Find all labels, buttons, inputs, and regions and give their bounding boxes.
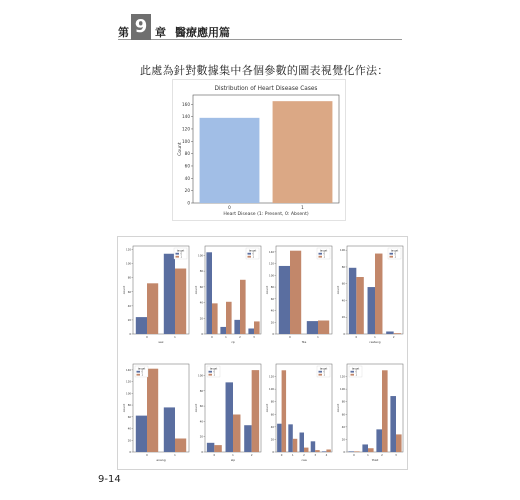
bar-0-target-1 <box>354 451 360 452</box>
legend-swatch-0 <box>319 371 323 373</box>
y-tick-label: 100 <box>126 262 131 266</box>
legend-label-0: 0 <box>180 252 183 256</box>
legend-swatch-0 <box>209 371 213 373</box>
y-tick-label: 0 <box>201 333 203 336</box>
x-axis-label: cp <box>231 340 235 344</box>
bar-1-target-0 <box>368 287 375 334</box>
chart-title: Distribution of Heart Disease Cases <box>214 86 318 92</box>
bar-2-target-1 <box>304 448 308 452</box>
chapter-prefix: 第 <box>118 26 129 39</box>
x-axis-label: slp <box>230 458 236 462</box>
bar-1-target-1 <box>226 302 232 334</box>
bar-1 <box>273 101 333 203</box>
y-axis-label: count <box>194 285 198 295</box>
legend-label-0: 0 <box>252 252 255 256</box>
y-tick-label: 60 <box>127 290 131 294</box>
y-tick-label: 80 <box>341 400 345 404</box>
bar-0-target-1 <box>282 370 286 452</box>
y-tick-label: 120 <box>182 126 190 132</box>
legend-swatch-0 <box>390 253 394 255</box>
y-tick-label: 0 <box>343 451 345 454</box>
chapter-title: 醫療應用篇 <box>175 26 230 39</box>
countplot-slp <box>193 358 263 466</box>
legend-swatch-1 <box>351 374 355 376</box>
y-tick-label: 80 <box>199 389 203 393</box>
bar-0-target-0 <box>136 416 147 452</box>
bar-4-target-0 <box>322 451 326 452</box>
y-tick-label: 100 <box>269 274 274 278</box>
x-tick-label: 2 <box>239 336 241 339</box>
bar-4-target-1 <box>326 449 330 452</box>
x-tick-label: 3 <box>314 454 317 457</box>
bar-2-target-1 <box>394 333 401 334</box>
y-tick-label: 60 <box>199 405 203 409</box>
countplot-fbs <box>264 240 334 348</box>
x-tick-label: 1 <box>174 454 176 457</box>
bar-3-target-1 <box>254 321 260 334</box>
bar-0-target-0 <box>349 268 356 334</box>
y-tick-label: 20 <box>341 316 345 320</box>
legend-swatch-1 <box>390 256 394 258</box>
y-tick-label: 120 <box>126 248 131 252</box>
y-tick-label: 60 <box>127 415 131 419</box>
legend-label-1: 1 <box>141 373 144 377</box>
legend-label-1: 1 <box>252 255 255 259</box>
y-tick-label: 80 <box>199 270 203 274</box>
page-number: 9-14 <box>98 474 121 485</box>
legend-title: target <box>209 367 218 371</box>
intro-paragraph: 此處為針對數據集中各個參數的圖表視覺化作法： <box>140 64 389 77</box>
y-tick-label: 20 <box>127 318 131 322</box>
x-tick-label: 0 <box>353 454 355 457</box>
heart-disease-distribution-chart <box>173 80 345 220</box>
bar-0 <box>200 118 260 203</box>
legend-title: target <box>319 249 328 253</box>
legend-swatch-1 <box>209 374 213 376</box>
x-tick-label: 0 <box>146 454 148 457</box>
x-axis-label: thall <box>371 458 379 462</box>
bar-0-target-0 <box>136 317 147 334</box>
x-axis-label: fbs <box>301 340 307 344</box>
y-tick-label: 120 <box>126 380 131 384</box>
x-tick-label: 1 <box>374 336 376 339</box>
legend-title: target <box>351 367 360 371</box>
legend-swatch-1 <box>176 256 180 258</box>
legend-label-0: 0 <box>213 370 216 374</box>
y-tick-label: 40 <box>341 299 345 303</box>
y-tick-label: 100 <box>126 392 131 396</box>
y-tick-label: 40 <box>127 304 131 308</box>
x-tick-label: 2 <box>381 454 383 457</box>
y-tick-label: 40 <box>270 309 274 313</box>
y-tick-label: 0 <box>343 333 345 336</box>
y-tick-label: 60 <box>341 413 345 417</box>
x-axis-label: Heart Disease (1: Present, 0: Absent) <box>223 212 309 217</box>
y-tick-label: 100 <box>198 254 203 258</box>
y-tick-label: 80 <box>270 286 274 290</box>
legend-label-0: 0 <box>323 252 326 256</box>
x-axis-label: sex <box>158 340 164 344</box>
bar-0-target-0 <box>206 252 212 334</box>
legend-swatch-1 <box>248 256 252 258</box>
bar-1-target-1 <box>293 439 297 452</box>
y-tick-label: 100 <box>340 249 345 253</box>
x-tick-label: 0 <box>289 336 291 339</box>
legend-title: target <box>176 249 185 253</box>
y-tick-label: 0 <box>129 451 131 454</box>
bar-1-target-0 <box>220 327 226 334</box>
y-axis-label: count <box>265 403 269 413</box>
bar-0-target-1 <box>147 283 158 334</box>
y-tick-label: 20 <box>270 438 274 442</box>
countplot-sex <box>121 240 191 348</box>
bar-1-target-0 <box>226 382 233 452</box>
bar-0-target-1 <box>290 251 301 334</box>
legend-swatch-0 <box>137 371 141 373</box>
y-tick-label: 20 <box>184 188 190 194</box>
bar-1-target-1 <box>175 269 186 334</box>
y-tick-label: 60 <box>184 163 190 169</box>
y-tick-label: 40 <box>184 175 190 181</box>
bar-3-target-0 <box>248 329 254 335</box>
y-axis-label: count <box>194 403 198 413</box>
legend-title: target <box>390 249 399 253</box>
y-tick-label: 40 <box>199 301 203 305</box>
y-tick-label: 140 <box>126 368 131 372</box>
countplot-grid <box>117 236 408 470</box>
bar-1-target-0 <box>288 424 292 452</box>
x-tick-label: 1 <box>301 205 304 210</box>
legend-swatch-0 <box>176 253 180 255</box>
y-tick-label: 120 <box>340 375 345 379</box>
bar-2-target-1 <box>240 280 246 334</box>
x-tick-label: 2 <box>250 454 253 457</box>
y-axis-label: count <box>336 403 340 413</box>
y-tick-label: 120 <box>269 375 274 379</box>
y-tick-label: 0 <box>201 451 203 454</box>
y-tick-label: 60 <box>341 282 345 286</box>
bar-1-target-1 <box>375 254 382 334</box>
legend-swatch-0 <box>351 371 355 373</box>
bar-2-target-0 <box>386 331 393 334</box>
heart-disease-chart-panel <box>172 79 346 221</box>
bar-0-target-1 <box>212 303 218 334</box>
y-tick-label: 20 <box>199 435 203 439</box>
bar-0-target-1 <box>214 445 221 452</box>
bar-1-target-0 <box>164 254 175 334</box>
chapter-suffix: 章 <box>155 26 166 39</box>
legend-label-1: 1 <box>394 255 397 259</box>
bar-2-target-0 <box>376 429 382 452</box>
y-tick-label: 0 <box>129 333 131 336</box>
legend-swatch-1 <box>319 256 323 258</box>
legend-swatch-0 <box>319 253 323 255</box>
y-axis-label: count <box>122 285 126 295</box>
bar-1-target-0 <box>164 407 175 452</box>
x-tick-label: 0 <box>228 205 231 210</box>
y-axis-label: count <box>122 403 126 413</box>
y-tick-label: 80 <box>127 276 131 280</box>
y-axis-label: count <box>336 285 340 295</box>
bar-3-target-1 <box>396 434 402 452</box>
x-axis-label: restecg <box>369 340 381 344</box>
legend-swatch-1 <box>319 374 323 376</box>
legend-label-1: 1 <box>355 373 358 377</box>
bar-1-target-1 <box>318 321 329 334</box>
bar-2-target-0 <box>234 320 240 334</box>
x-axis-label: exang <box>156 458 166 462</box>
bar-0-target-0 <box>207 443 214 452</box>
x-tick-label: 1 <box>225 336 227 339</box>
legend-label-1: 1 <box>323 373 326 377</box>
legend-label-1: 1 <box>323 255 326 259</box>
chapter-number-badge: 9 <box>131 14 151 40</box>
x-tick-label: 1 <box>291 454 294 457</box>
y-tick-label: 40 <box>341 425 345 429</box>
bar-3-target-1 <box>315 450 319 452</box>
bar-1-target-1 <box>233 415 240 452</box>
legend-swatch-0 <box>248 253 252 255</box>
y-tick-label: 80 <box>270 400 274 404</box>
bar-0-target-1 <box>147 369 158 452</box>
x-tick-label: 2 <box>392 336 395 339</box>
y-tick-label: 0 <box>272 333 274 336</box>
x-tick-label: 0 <box>280 454 283 457</box>
x-tick-label: 0 <box>355 336 358 339</box>
countplot-restecg <box>335 240 405 348</box>
y-tick-label: 100 <box>340 388 345 392</box>
y-tick-label: 140 <box>182 114 190 120</box>
y-axis-label: count <box>265 285 269 295</box>
legend-swatch-1 <box>137 374 141 376</box>
y-tick-label: 80 <box>341 265 345 269</box>
countplot-thall <box>335 358 405 466</box>
y-tick-label: 60 <box>270 297 274 301</box>
bar-2-target-1 <box>382 370 388 452</box>
legend-label-0: 0 <box>355 370 358 374</box>
legend-label-0: 0 <box>141 370 144 374</box>
x-tick-label: 0 <box>213 454 216 457</box>
y-tick-label: 100 <box>198 374 203 378</box>
x-tick-label: 1 <box>367 454 369 457</box>
y-tick-label: 0 <box>272 451 274 454</box>
x-tick-label: 3 <box>253 336 255 339</box>
bar-2-target-0 <box>300 433 304 452</box>
bar-3-target-0 <box>390 396 396 452</box>
bar-0-target-1 <box>356 277 363 334</box>
bar-2-target-0 <box>244 425 251 452</box>
bar-1-target-0 <box>362 444 368 452</box>
bar-3-target-0 <box>311 441 315 452</box>
x-tick-label: 3 <box>395 454 397 457</box>
y-tick-label: 80 <box>127 404 131 408</box>
legend-label-0: 0 <box>323 370 326 374</box>
legend-label-0: 0 <box>394 252 397 256</box>
bar-0-target-0 <box>348 451 354 452</box>
y-tick-label: 100 <box>269 388 274 392</box>
bar-0-target-0 <box>279 266 290 334</box>
bar-1-target-0 <box>307 321 318 334</box>
bar-1-target-1 <box>368 448 374 452</box>
legend-title: target <box>319 367 328 371</box>
y-tick-label: 40 <box>127 427 131 431</box>
countplot-caa <box>264 358 334 466</box>
x-tick-label: 1 <box>317 336 319 339</box>
y-tick-label: 20 <box>270 321 274 325</box>
y-tick-label: 160 <box>182 101 190 107</box>
y-axis-label: Count <box>178 142 183 156</box>
y-tick-label: 0 <box>187 200 190 206</box>
legend-title: target <box>248 249 257 253</box>
x-tick-label: 0 <box>146 336 148 339</box>
y-tick-label: 40 <box>270 425 274 429</box>
y-tick-label: 120 <box>269 262 274 266</box>
countplot-cp <box>193 240 263 348</box>
y-tick-label: 140 <box>269 250 274 254</box>
legend-title: target <box>137 367 146 371</box>
x-tick-label: 2 <box>303 454 305 457</box>
countplot-exang <box>121 358 191 466</box>
y-tick-label: 60 <box>199 285 203 289</box>
y-tick-label: 20 <box>199 317 203 321</box>
y-tick-label: 20 <box>341 438 345 442</box>
x-tick-label: 0 <box>211 336 213 339</box>
y-tick-label: 80 <box>184 151 190 157</box>
bar-1-target-1 <box>175 439 186 452</box>
y-tick-label: 20 <box>127 439 131 443</box>
y-tick-label: 60 <box>270 413 274 417</box>
bar-2-target-1 <box>252 370 259 452</box>
x-tick-label: 1 <box>174 336 176 339</box>
bar-0-target-0 <box>277 424 281 452</box>
legend-label-1: 1 <box>180 255 183 259</box>
y-tick-label: 100 <box>182 138 190 144</box>
y-tick-label: 40 <box>199 420 203 424</box>
x-tick-label: 1 <box>232 454 234 457</box>
x-axis-label: caa <box>301 458 307 462</box>
x-tick-label: 4 <box>325 454 328 457</box>
legend-label-1: 1 <box>213 373 216 377</box>
